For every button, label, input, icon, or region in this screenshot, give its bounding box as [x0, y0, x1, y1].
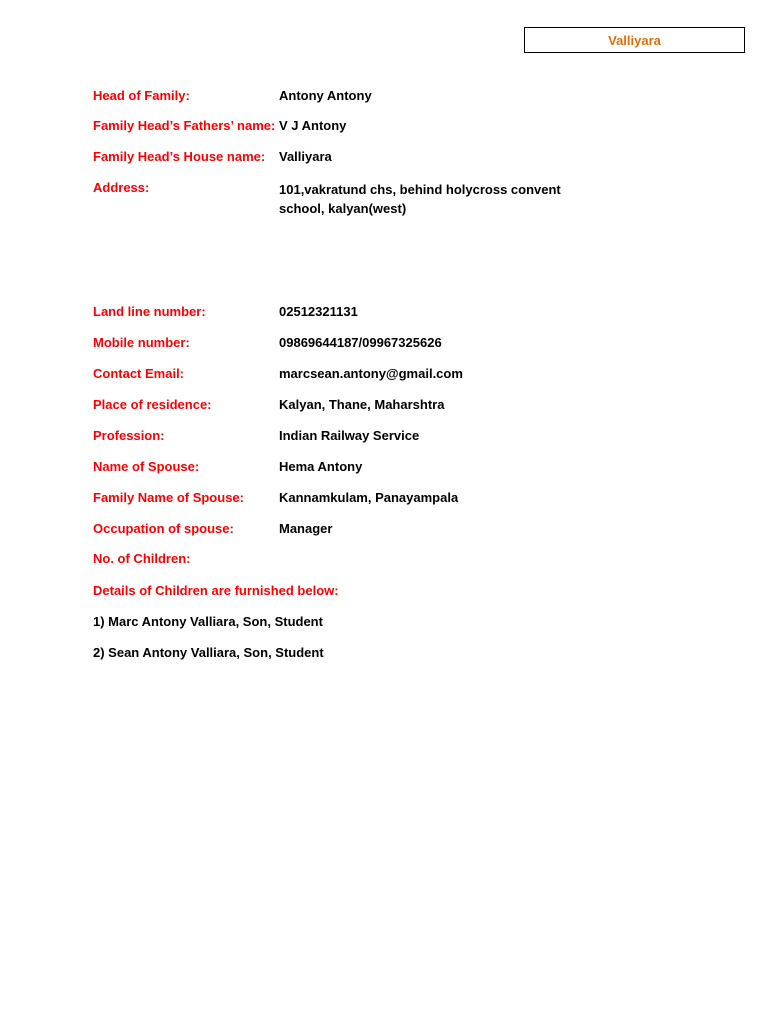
field-value: 101,vakratund chs, behind holycross convent school, kalyan(west) — [279, 182, 561, 216]
field-label: Address: — [93, 180, 150, 195]
field-value: Kalyan, Thane, Maharshtra — [279, 397, 445, 412]
field-value: V J Antony — [279, 118, 347, 133]
field-label: Family Head’s Fathers’ name: — [93, 118, 276, 133]
field-label: Name of Spouse: — [93, 459, 200, 474]
field-label: Land line number: — [93, 304, 206, 319]
field-label: Mobile number: — [93, 335, 190, 350]
field-label: Occupation of spouse: — [93, 521, 234, 536]
family-name-box — [524, 27, 745, 53]
field-value: Valliyara — [279, 149, 332, 164]
field-value: Kannamkulam, Panayampala — [279, 490, 459, 505]
field-label: Head of Family: — [93, 88, 190, 103]
field-label: Contact Email: — [93, 366, 185, 381]
field-value: Hema Antony — [279, 459, 363, 474]
field-label: Profession: — [93, 428, 165, 443]
field-value: Antony Antony — [279, 88, 372, 103]
field-value: 02512321131 — [279, 304, 358, 319]
field-value: marcsean.antony@gmail.com — [279, 366, 463, 381]
field-value: Manager — [279, 521, 333, 536]
children-heading: Details of Children are furnished below: — [93, 583, 339, 598]
family-name-box-text: Valliyara — [608, 32, 661, 48]
field-label: Place of residence: — [93, 397, 212, 412]
field-value: Indian Railway Service — [279, 428, 420, 443]
child-item: 2) Sean Antony Valliara, Son, Student — [93, 645, 324, 660]
field-label: Family Head’s House name: — [93, 149, 266, 164]
child-item: 1) Marc Antony Valliara, Son, Student — [93, 614, 323, 629]
field-label: No. of Children: — [93, 551, 191, 566]
field-value: 09869644187/09967325626 — [279, 335, 442, 350]
field-label: Family Name of Spouse: — [93, 490, 244, 505]
